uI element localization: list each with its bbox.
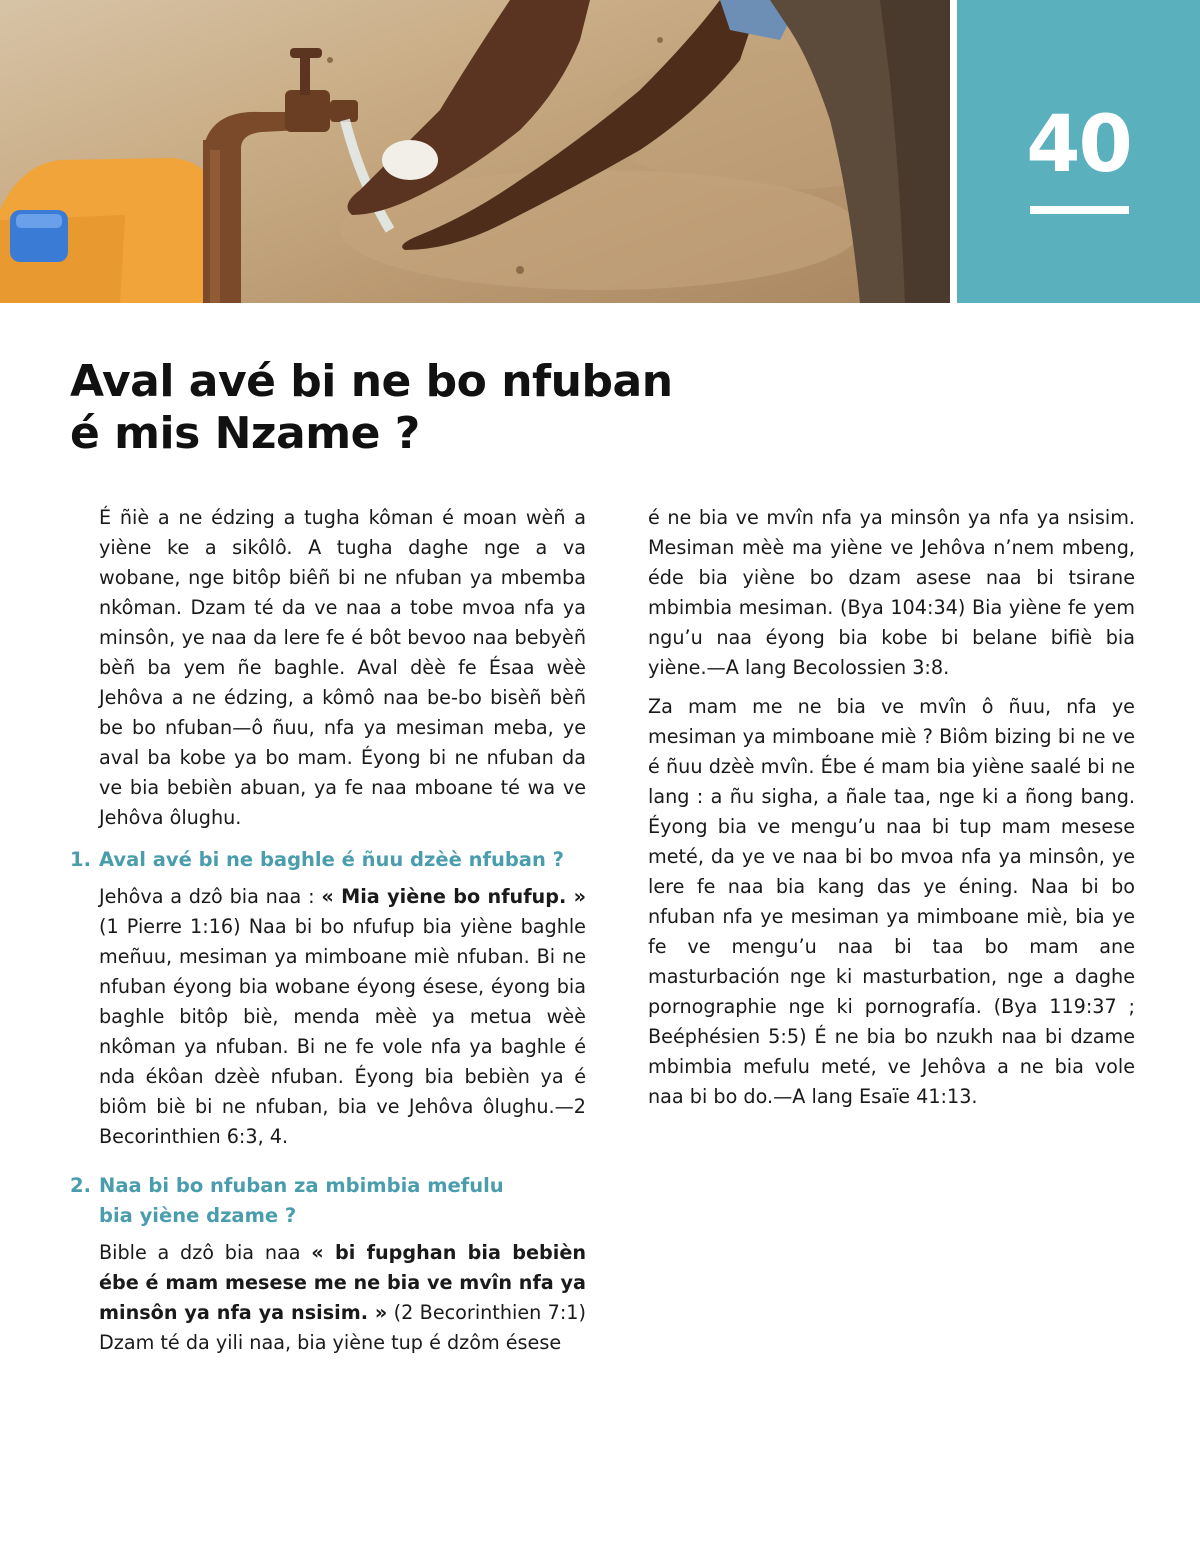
page-title-line1: Aval avé bi ne bo nfuban (70, 356, 673, 407)
answer-1-post: (1 Pierre 1:16) Naa bi bo nfufup bia yiène baghle meñuu, mesiman ya mimboane miè nfuban. Bi ne nfuban éyong bia wobane éyong ésese, éyong bia baghle bitôp biè, menda mèè ya metua wèè nkôman ya nfuban. Bi ne fe vole nfa ya baghle é nda ékôan dzèè nfuban. Éyong bia bebièn ya é biôm biè bi ne nfuban, bia ve Jehôva ôlughu.—2 Becorinthien 6:3, 4. (99, 915, 586, 1148)
question-2-text-line1: Naa bi bo nfuban za mbimbia mefulu (99, 1174, 504, 1197)
question-2 (70, 1171, 590, 1231)
header-photo (0, 0, 950, 303)
question-1-text: Aval avé bi ne baghle é ñuu dzèè nfuban ? (99, 848, 564, 871)
lesson-number-underline (1030, 206, 1129, 214)
answer-2-quote: « bi fupghan bia bebièn ébe é mam mesese me ne bia ve mvîn nfa ya minsôn ya nfa ya nsisim. » (99, 1241, 587, 1324)
page-title (70, 356, 770, 460)
hands-washing-under-tap-photo (0, 0, 950, 303)
right-paragraph-2: Za mam me ne bia ve mvîn ô ñuu, nfa ye mesiman ya mimboane miè ? Biôm bizing bi ne ve é ñuu dzèè mvîn. Ébe é mam bia yiène saalé bi ne lang : a ñu sigha, a ñale taa, nge ki a ñong bang. Éyong bia ve mengu’u naa bi tup mam mesese meté, da ye ve naa bi bo mvoa nfa ya minsôn, ye lere fe naa bia kang das ye éning. Naa bi bo nfuban nfa ye mesiman ya mimboane miè, bia ye fe ve mengu’u naa bi taa bo mam ane masturbación nge ki masturbation, nge a daghe pornographie nge ki pornografía. (Bya 119:37 ; Beéphésien 5:5) É ne bia bo nzukh naa bi dzame mbimbia mefulu meté, ve Jehôva a ne bia vole naa bi bo do.—A lang Esaïe 41:13. (648, 695, 1135, 1108)
intro-paragraph (99, 503, 586, 842)
question-1 (70, 845, 590, 875)
question-2-number: 2. (70, 1174, 91, 1197)
question-2-text-line2: bia yiène dzame ? (99, 1204, 297, 1227)
answer-1-pre: Jehôva a dzô bia naa : (99, 885, 322, 908)
lesson-number-box (957, 0, 1200, 303)
answer-2-post: (2 Becorinthien 7:1) Dzam té da yili naa, bia yiène tup é dzôm ésese (99, 1301, 586, 1354)
right-paragraph-1: é ne bia ve mvîn nfa ya minsôn ya nfa ya nsisim. Mesiman mèè ma yiène ve Jehôva n’nem mbeng, éde bia yiène bo dzam asese naa bi tsirane mbimbia mesiman. (Bya 104:34) Bia yiène fe yem ngu’u naa éyong bia kobe bi belane bifiè bia yiène.—A lang Becolossien 3:8. (648, 506, 1135, 679)
right-column (648, 503, 1135, 1121)
question-1-number: 1. (70, 848, 91, 871)
answer-1-quote: « Mia yiène bo nfufup. » (321, 885, 586, 908)
answer-2 (99, 1238, 586, 1358)
page-title-line2: é mis Nzame ? (70, 408, 420, 459)
answer-2-pre: Bible a dzô bia naa (99, 1241, 312, 1264)
lesson-number: 40 (1026, 100, 1131, 190)
answer-1 (99, 882, 586, 1152)
intro-text: É ñiè a ne édzing a tugha kôman é moan wèñ a yiène ke a sikôlô. A tugha daghe nge a va wobane, nge bitôp biêñ bi ne nfuban ya mbemba nkôman. Dzam té da ve naa a tobe mvoa nfa ya minsôn, ye naa da lere fe é bôt bevoo naa bebyèñ bèñ ba yem ñe baghle. Aval dèè fe Ésaa wèè Jehôva a ne édzing, a kômô naa be-bo bisèñ bèñ be bo nfuban—ô ñuu, nfa ya mesiman meba, ye aval ba kobe ya bo mam. Éyong bi ne nfuban da ve bia bebièn abuan, ya fe naa mboane té wa ve Jehôva ôlughu. (99, 506, 586, 829)
